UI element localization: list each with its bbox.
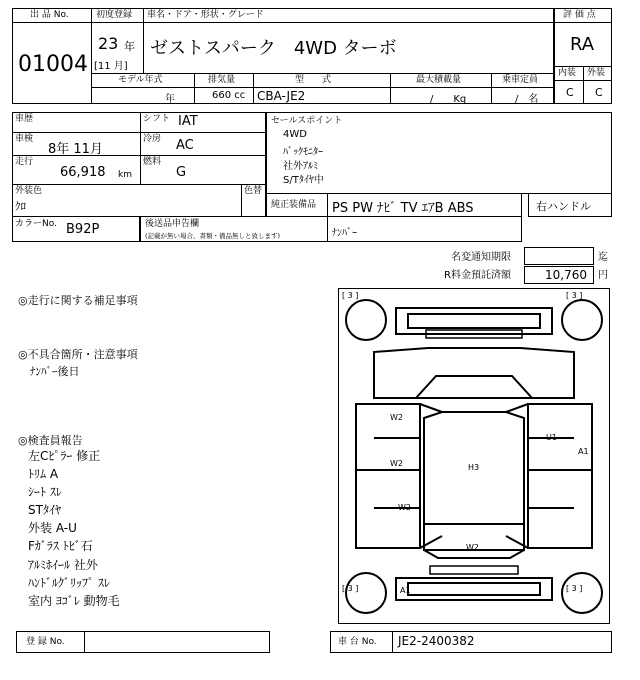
tire-label-fr: [ 3 ]: [566, 291, 583, 300]
reg-month: [11 月]: [94, 61, 128, 72]
sales-point-1: 4WD: [283, 129, 307, 140]
name-change-box: [524, 247, 594, 265]
mark-w2-rear: W2: [466, 543, 479, 552]
body-right: [528, 404, 592, 548]
color-no-value: B92P: [66, 222, 100, 237]
model-type: CBA-JE2: [257, 89, 306, 103]
exterior-label: 外装: [587, 68, 606, 78]
reg-no-label: 登 録 No.: [26, 637, 65, 647]
first-reg-label: 初度登録: [96, 10, 133, 20]
shift-label: シフト: [143, 114, 171, 124]
mark-a1-right: A1: [578, 447, 589, 456]
car-name: ゼストスパーク 4WD ターボ: [150, 38, 397, 59]
tire-label-rr: [ 3 ]: [566, 584, 583, 593]
mark-u1: U1: [546, 433, 557, 442]
defects-label: ◎不具合箇所・注意事項: [18, 348, 138, 361]
equipment-label: 純正装備品: [271, 200, 317, 210]
docs-note: (記載が無い場合、書類・備品無しと致します): [145, 232, 281, 240]
reg-year-unit: 年: [124, 40, 135, 53]
recycle-label: R料金預託済額: [444, 270, 511, 281]
sales-point-4: S/Tﾀｲﾔ中: [283, 175, 324, 186]
recycle-value: 10,760: [545, 268, 587, 282]
model-year-label: モデル年式: [118, 75, 163, 85]
wheel-rl: [346, 573, 386, 613]
ext-color-value: ｸﾛ: [15, 200, 26, 213]
load: / Kg: [430, 94, 467, 105]
sales-point-3: 社外ｱﾙﾐ: [283, 161, 318, 172]
chassis-value: JE2-2400382: [398, 634, 475, 648]
interior-score: C: [566, 86, 574, 99]
displacement-label: 排気量: [208, 75, 236, 85]
wheel-fl: [346, 300, 386, 340]
car-label: 車名・ドア・形状・グレード: [147, 10, 264, 20]
load-label: 最大積載量: [416, 75, 462, 85]
defect-1: ﾅﾝﾊﾞｰ後日: [30, 365, 80, 378]
docs-label: 後送品申告欄: [145, 219, 200, 229]
name-change-label: 名変通知期限: [451, 252, 511, 263]
inspector-note-3: ｼｰﾄ ｽﾚ: [28, 485, 62, 499]
reg-year: 23: [98, 34, 119, 53]
recycle-unit: 円: [598, 270, 608, 281]
exterior-score: C: [595, 86, 603, 99]
hood-outline: [374, 348, 574, 398]
inspector-note-8: ﾊﾝﾄﾞﾙｸﾞﾘｯﾌﾟ ｽﾚ: [28, 576, 110, 590]
a-pillars: [420, 404, 528, 548]
model-year-unit: 年: [165, 94, 175, 105]
mark-w2-rear-left: W2: [398, 503, 411, 512]
chassis-label: 車 台 No.: [338, 637, 377, 647]
displacement: 660 cc: [212, 90, 246, 101]
mileage-label: 走行: [15, 157, 34, 167]
ext-color-label: 外装色: [15, 186, 43, 196]
mark-a1-rear: A1: [400, 586, 411, 595]
inspector-note-2: ﾄﾘﾑ A: [28, 467, 59, 481]
history-label: 車歴: [15, 114, 34, 124]
inspector-note-5: 外装 A-U: [28, 521, 77, 535]
lot-number: 01004: [18, 52, 88, 77]
tire-label-fl: [ 3 ]: [342, 291, 359, 300]
mark-w2-left: W2: [390, 459, 403, 468]
rating-label: 評 価 点: [563, 10, 596, 20]
fuel-value: G: [176, 165, 187, 180]
car-damage-diagram: [338, 288, 610, 624]
rear-window: [424, 524, 524, 558]
ac-value: AC: [176, 138, 194, 153]
tire-label-rl: [ 3 ]: [342, 584, 359, 593]
capacity-label: 乗車定員: [502, 75, 539, 85]
inspector-label: ◎検査員報告: [18, 434, 83, 447]
inspector-note-1: 左Cﾋﾟﾗｰ 修正: [28, 449, 101, 463]
driving-label: ◎走行に関する補足事項: [18, 294, 138, 307]
interior-label: 内装: [558, 68, 577, 78]
rating-value: RA: [570, 34, 595, 55]
windshield: [416, 376, 532, 398]
inspector-note-6: Fｶﾞﾗｽ ﾄﾋﾞ石: [28, 539, 93, 553]
lot-label: 出 品 No.: [30, 10, 69, 20]
sales-label: セールスポイント: [271, 116, 343, 126]
inspection-label: 車検: [15, 134, 34, 144]
inspection-value: 8年 11月: [48, 142, 103, 157]
mileage-value: 66,918: [60, 165, 106, 180]
body-left: [356, 404, 420, 548]
type-label: 型 式: [295, 75, 332, 85]
capacity: / 名: [515, 94, 539, 105]
inspector-note-7: ｱﾙﾐﾎｲｰﾙ 社外: [28, 558, 98, 572]
color-no-label: カラーNo.: [15, 219, 57, 229]
docs-value: ﾅﾝﾊﾞｰ: [332, 228, 357, 239]
rear-plate: [430, 566, 518, 574]
equipment-value: PS PW ﾅﾋﾞ TV ｴｱB ABS: [332, 201, 474, 216]
color-change-label: 色替: [244, 186, 263, 196]
inspector-note-4: STﾀｲﾔ: [28, 503, 61, 517]
inspector-note-9: 室内 ﾖｺﾞﾚ 動物毛: [28, 594, 120, 608]
shift-value: IAT: [178, 114, 198, 129]
rear-bumper: [396, 578, 552, 600]
mileage-unit: km: [118, 170, 132, 180]
ac-label: 冷房: [143, 134, 162, 144]
name-change-unit: 迄: [598, 252, 608, 263]
details-box: [12, 112, 266, 217]
mark-h3-roof: H3: [468, 463, 480, 472]
handle-value: 右ハンドル: [536, 200, 591, 213]
wheel-rr: [562, 573, 602, 613]
wheel-fr: [562, 300, 602, 340]
mark-w2-front: W2: [390, 413, 403, 422]
fuel-label: 燃料: [143, 157, 162, 167]
sales-point-2: ﾊﾞｯｸﾓﾆﾀｰ: [283, 147, 323, 158]
